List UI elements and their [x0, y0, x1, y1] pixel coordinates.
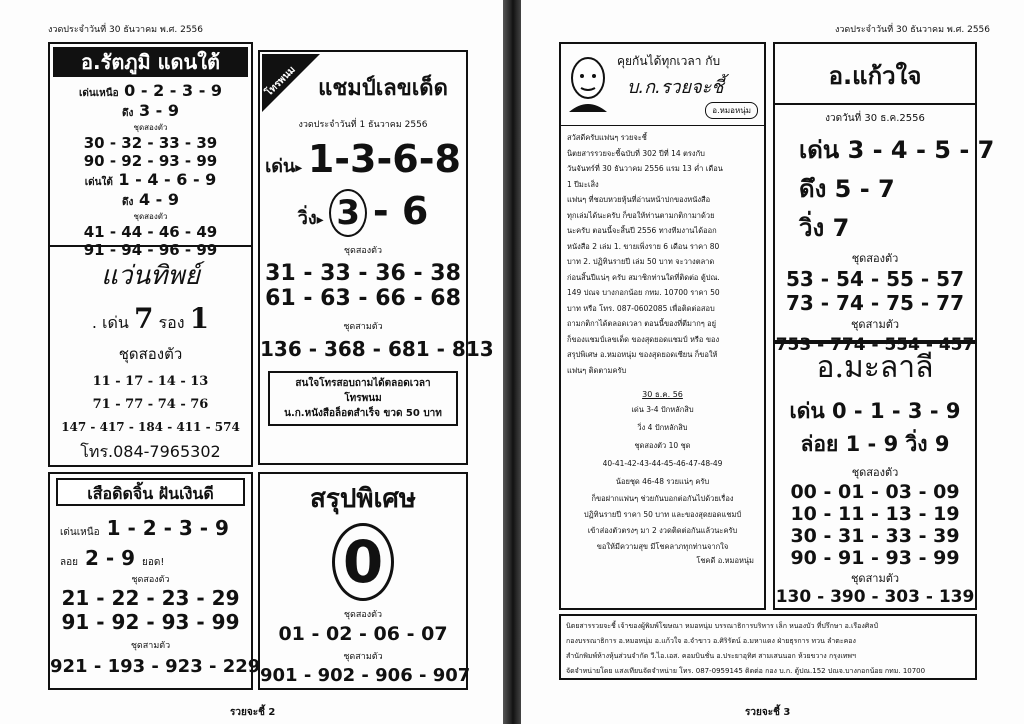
champ-sub2: ชุดสามตัว: [343, 322, 383, 332]
ratchaphum-set2b: 91 - 94 - 96 - 99: [83, 241, 218, 259]
editorial-line: วันจันทร์ที่ 30 ธันวาคม 2556 แรม 13 ค่ำ เดือน: [567, 164, 723, 173]
editorial-closing-line: ขอให้มีความสุข มีโชคลาภทุกท่านจากใจ: [596, 542, 729, 551]
malee-set1: 00 - 01 - 03 - 09: [790, 481, 960, 503]
malee-run-num: 9: [934, 432, 950, 456]
editorial-line: 1 ปีมะเส็ง: [567, 179, 599, 189]
editorial-line: แฟนๆ ติดตามครับ: [567, 365, 627, 375]
waen-box: [48, 245, 253, 467]
kaew-run-label: วิ่ง: [799, 214, 825, 242]
malee-sub2: ชุดสามตัว: [850, 572, 900, 585]
malee-main-label: เด่น: [789, 399, 825, 423]
editorial-line: นะครับ ตอนนี้จะสิ้นปี 2556 ทางทีมงานได้ออก: [567, 226, 717, 235]
kaew-date: งวดวันที่ 30 ธ.ค.2556: [825, 113, 925, 124]
suea-row2-note: ยอด!: [142, 557, 165, 568]
waen-second-label: รอง: [158, 313, 185, 332]
author-badge: อ.หมอหนุ่ม: [705, 102, 758, 119]
credits-line: นิตยสารรวยจะชี้ เจ้าของผู้พิมพ์โฆษณา หมอหนุ่ม บรรณาธิการบริหาร เล็ก หนองบัว ที่ปรึกษา อ.เรืองศิลป์: [566, 622, 878, 630]
kaew-pull-nums: 5 - 7: [834, 175, 895, 203]
champ-set2: 61 - 63 - 66 - 68: [265, 286, 461, 311]
champ-run-label: วิ่ง: [297, 208, 317, 229]
malee-set3: 30 - 31 - 33 - 39: [790, 525, 960, 547]
champ-main-label: เด่น: [265, 156, 296, 177]
waen-phone: โทร.084-7965302: [80, 442, 221, 461]
champ-ad3: น.ก.หนังสือล็อตสำเร็จ ขวด 50 บาท: [284, 408, 442, 419]
ratchaphum-sub2: ชุดสองตัว: [133, 212, 168, 221]
editorial-line: 149 ปณจ บางกอกน้อย กทม. 10700 ราคา 50: [567, 288, 720, 297]
suea-title: เสือดิดจิ้น ฝันเงินดี: [56, 478, 245, 506]
malee-title: อ.มะลาลี: [816, 350, 934, 385]
suea-row1-nums: 1 - 2 - 3 - 9: [106, 516, 229, 540]
ratchaphum-row4-label: ดึง: [121, 197, 134, 208]
summary-big-number: 0: [332, 523, 394, 601]
editorial-body: [561, 126, 764, 382]
right-page: [521, 0, 1024, 724]
champ-run-num1: 3: [329, 189, 367, 237]
editorial-date: 30 ธ.ค. 56: [642, 390, 683, 399]
ratchaphum-row1-label: เด่นเหนือ: [78, 88, 119, 99]
malee-run-label: วิ่ง: [905, 432, 928, 456]
malee-float-nums: 1 - 9: [845, 432, 899, 456]
right-page-header: งวดประจำวันที่ 30 ธันวาคม พ.ศ. 2556: [834, 25, 990, 35]
right-page-footer: รวยจะชี้ 3: [745, 707, 791, 718]
editorial-tips: [561, 401, 764, 491]
editorial-closing-line: ปฏิทินรายปี ราคา 50 บาท และของสุดยอดแชมป์: [583, 510, 742, 519]
kaew-main-nums: 3 - 4 - 5 - 7: [847, 136, 995, 164]
champ-set3: 136 - 368 - 681 - 813: [260, 337, 494, 361]
waen-second-num: 1: [189, 302, 210, 335]
editorial-sign: โชคดี อ.หมอหนุ่ม: [696, 556, 754, 565]
waen-set3: 147 - 417 - 184 - 411 - 574: [61, 420, 240, 434]
left-page-header: งวดประจำวันที่ 30 ธันวาคม พ.ศ. 2556: [48, 25, 204, 35]
summary-set2: 901 - 902 - 906 - 907: [260, 665, 471, 686]
ratchaphum-set1a: 30 - 32 - 33 - 39: [83, 134, 218, 152]
champ-ad2: โทรพนม: [344, 393, 382, 404]
book-gutter: [503, 0, 521, 724]
waen-sub1: ชุดสองตัว: [118, 345, 183, 363]
kaew-set3: 753 - 774 - 554 - 457: [775, 335, 975, 355]
editorial-closing: [561, 491, 764, 555]
credits-line: สำนักพิมพ์ห้างหุ้นส่วนจำกัด วี.ไอ.เอส. คอมบินชั่น อ.ประยาอุทิศ สามเสนนอก ห้วยขวาง กรุงเทพฯ: [566, 652, 856, 660]
champ-ad1: สนใจโทรสอบถามได้ตลอดเวลา: [295, 378, 431, 389]
editorial-closing-line: เข้าส่องตัวตรงๆ มา 2 งวดติดต่อกันแล้วนะครับ: [587, 526, 738, 535]
summary-title: สรุปพิเศษ: [309, 484, 416, 514]
editorial-tip-line: ชุดสองตัว 10 ชุด: [634, 441, 691, 450]
editorial-tip-line: เด่น 3-4 ปักหลักสิบ: [631, 405, 694, 414]
editorial-tip-line: วิ่ง 4 ปักหลักสิบ: [637, 423, 688, 432]
credits-line: จัดจำหน่ายโดย แสงเทียนจัดจำหน่าย โทร. 087-0959145 ติดต่อ กอง บ.ก. ตู้ปณ.152 ปณจ.บางกอกน้อย กทม. 10700: [566, 667, 926, 675]
malee-set5: 130 - 390 - 303 - 139: [775, 587, 975, 607]
ratchaphum-row1-nums: 0 - 2 - 3 - 9: [124, 81, 223, 100]
waen-main-label: . เด่น: [91, 313, 129, 332]
editorial-line: ก่อนสิ้นปีแน่ๆ ครับ สมาชิกท่านใดที่ติดต่อ ตู้ปณ.: [567, 272, 720, 282]
editorial-header: [561, 44, 764, 126]
malee-float-label: ล่อย: [800, 432, 839, 456]
malee-set4: 90 - 91 - 93 - 99: [790, 547, 960, 569]
ratchaphum-sub1: ชุดสองตัว: [133, 123, 168, 132]
left-page-footer: รวยจะชี้ 2: [230, 707, 276, 718]
suea-set3: 921 - 193 - 923 - 229: [50, 656, 261, 677]
champ-badge: โทรพนม: [263, 64, 298, 99]
editorial-line: ถามกติกาได้ตลอดเวลา ตอนนี้ของที่ตีมากๆ อยู่: [567, 319, 717, 328]
ratchaphum-row2-nums: 3 - 9: [138, 101, 179, 120]
champ-title: แชมป์เลขเด็ด: [318, 76, 448, 101]
suea-row2-nums: 2 - 9: [84, 546, 136, 570]
kaew-sub1: ชุดสองตัว: [851, 252, 899, 265]
champ-ad-box: [268, 371, 458, 426]
editorial-tip-line: น้อยชุด 46-48 รวยแน่ๆ ครับ: [615, 477, 710, 486]
credits-line: กองบรรณาธิการ อ.หมอหนุ่ม อ.แก้วใจ อ.จำขาว อ.ศิริรัตน์ อ.มหาแดง ฝ่ายธุรการ ทวน ลำตะคอง: [566, 637, 856, 645]
champ-main-nums: 1-3-6-8: [307, 137, 461, 181]
ratchaphum-set2a: 41 - 44 - 46 - 49: [83, 223, 218, 241]
malee-set2: 10 - 11 - 13 - 19: [790, 503, 960, 525]
suea-sub1: ชุดสองตัว: [131, 575, 170, 585]
kaew-run-num: 7: [832, 214, 850, 242]
kaew-set2: 73 - 74 - 75 - 77: [785, 291, 964, 315]
kaew-pull-label: ดึง: [799, 175, 827, 203]
editorial-line: หนังสือ 2 เล่ม 1. ขายเพิ่งราย 6 เดือน ราคา 80: [567, 241, 720, 251]
editorial-line: นิตยสารรวยจะชี้ฉบับที่ 302 ปีที่ 14 ตรงกับ: [567, 148, 705, 158]
author-portrait-icon: [565, 52, 611, 112]
ratchaphum-title: อ.รัตภูมิ แดนใต้: [53, 47, 248, 77]
ratchaphum-row3-nums: 1 - 4 - 6 - 9: [118, 170, 217, 189]
suea-row1-label: เด่นเหนือ: [60, 527, 100, 538]
suea-set1: 21 - 22 - 23 - 29: [61, 586, 240, 610]
champ-sub1: ชุดสองตัว: [343, 246, 383, 256]
editorial-line: บาท 2. ปฏิทินรายปี เล่ม 50 บาท จะวางตลาด: [567, 257, 715, 266]
kaew-set1: 53 - 54 - 55 - 57: [785, 267, 964, 291]
kaew-box: [773, 42, 995, 355]
waen-set2: 71 - 77 - 74 - 76: [92, 397, 209, 412]
editorial-tagline: คุยกันได้ทุกเวลา กับ: [617, 54, 721, 68]
summary-sub2: ชุดสามตัว: [343, 652, 383, 662]
ratchaphum-box: [48, 42, 253, 259]
editorial-closing-line: ก็ขอฝากแฟนๆ ช่วยกันบอกต่อกันไปด้วยเรื่อง: [591, 494, 734, 503]
credits-box: [559, 614, 977, 680]
editorial-line: ทุกเล่มได้นะครับ ก็ขอให้ท่านตามกติกามาด้วย: [567, 210, 715, 220]
waen-set1: 11 - 17 - 14 - 13: [92, 374, 209, 389]
ratchaphum-set1b: 90 - 92 - 93 - 99: [83, 152, 218, 170]
summary-set1: 01 - 02 - 06 - 07: [278, 623, 448, 645]
suea-box: [48, 472, 261, 690]
kaew-sub2: ชุดสามตัว: [850, 318, 900, 331]
editorial-tip-line: 40-41-42-43-44-45-46-47-48-49: [602, 459, 723, 468]
suea-sub2: ชุดสามตัว: [130, 641, 171, 651]
malee-box: [773, 340, 977, 610]
editorial-line: สรุปพิเศษ อ.หมอหนุ่ม ของสุดยอดเซียน ก็ขอให้: [567, 350, 718, 359]
suea-row2-label: ลอย: [60, 557, 78, 568]
editorial-line: สวัสดีครับแฟนๆ รวยจะชี้: [567, 133, 647, 142]
champ-set1: 31 - 33 - 36 - 38: [265, 261, 461, 286]
editorial-line: ก็ของแชมป์เลขเด็ด ของสุดยอดแชมป์ หรือ ของ: [567, 334, 720, 344]
waen-main-num: 7: [133, 302, 154, 335]
champ-run-num2: - 6: [372, 189, 429, 233]
suea-set2: 91 - 92 - 93 - 99: [61, 610, 240, 634]
ratchaphum-row4-nums: 4 - 9: [138, 190, 179, 209]
editorial-line: บาท หรือ โทร. 087-0602085 เพื่อติดต่อสอบ: [567, 303, 715, 313]
kaew-main-label: เด่น: [799, 136, 840, 164]
champ-date: งวดประจำวันที่ 1 ธันวาคม 2556: [298, 120, 428, 130]
malee-sub1: ชุดสองตัว: [851, 466, 899, 479]
editorial-editor: บ.ก.รวยจะชี้: [627, 77, 724, 98]
left-page: [0, 0, 503, 724]
kaew-title: อ.แก้วใจ: [828, 62, 922, 90]
waen-title: แว่นทิพย์: [101, 261, 200, 291]
ratchaphum-row3-label: เด่นใต้: [84, 177, 113, 188]
summary-sub1: ชุดสองตัว: [343, 610, 383, 620]
malee-main-nums: 0 - 1 - 3 - 9: [832, 399, 961, 423]
editorial-line: แฟนๆ ที่ชอบหวยหุ้นที่อ่านหน้าปกของหนังสือ: [567, 195, 711, 204]
editorial-box: [559, 42, 766, 610]
summary-box: [258, 472, 471, 690]
ratchaphum-row2-label: ดึง: [121, 108, 134, 119]
champ-box: โทรพนม แชมป์เลขเด็ด งวดประจำวันที่ 1 ธันวาคม 2556 เด่น▸ 1-3-6-8 วิ่ง▸ 3 - 6 ชุดสองตัว 31 - 33 - 36 - 38 61 - 63 - 66 - 68 ชุดสามตัว 136 - 368 - 681 - 813 สนใจโทรสอบถามได้ตลอดเวลา โทรพนม น.ก.หนังสือล็อตสำเร็จ ขวด 50 บาท: [258, 50, 468, 465]
